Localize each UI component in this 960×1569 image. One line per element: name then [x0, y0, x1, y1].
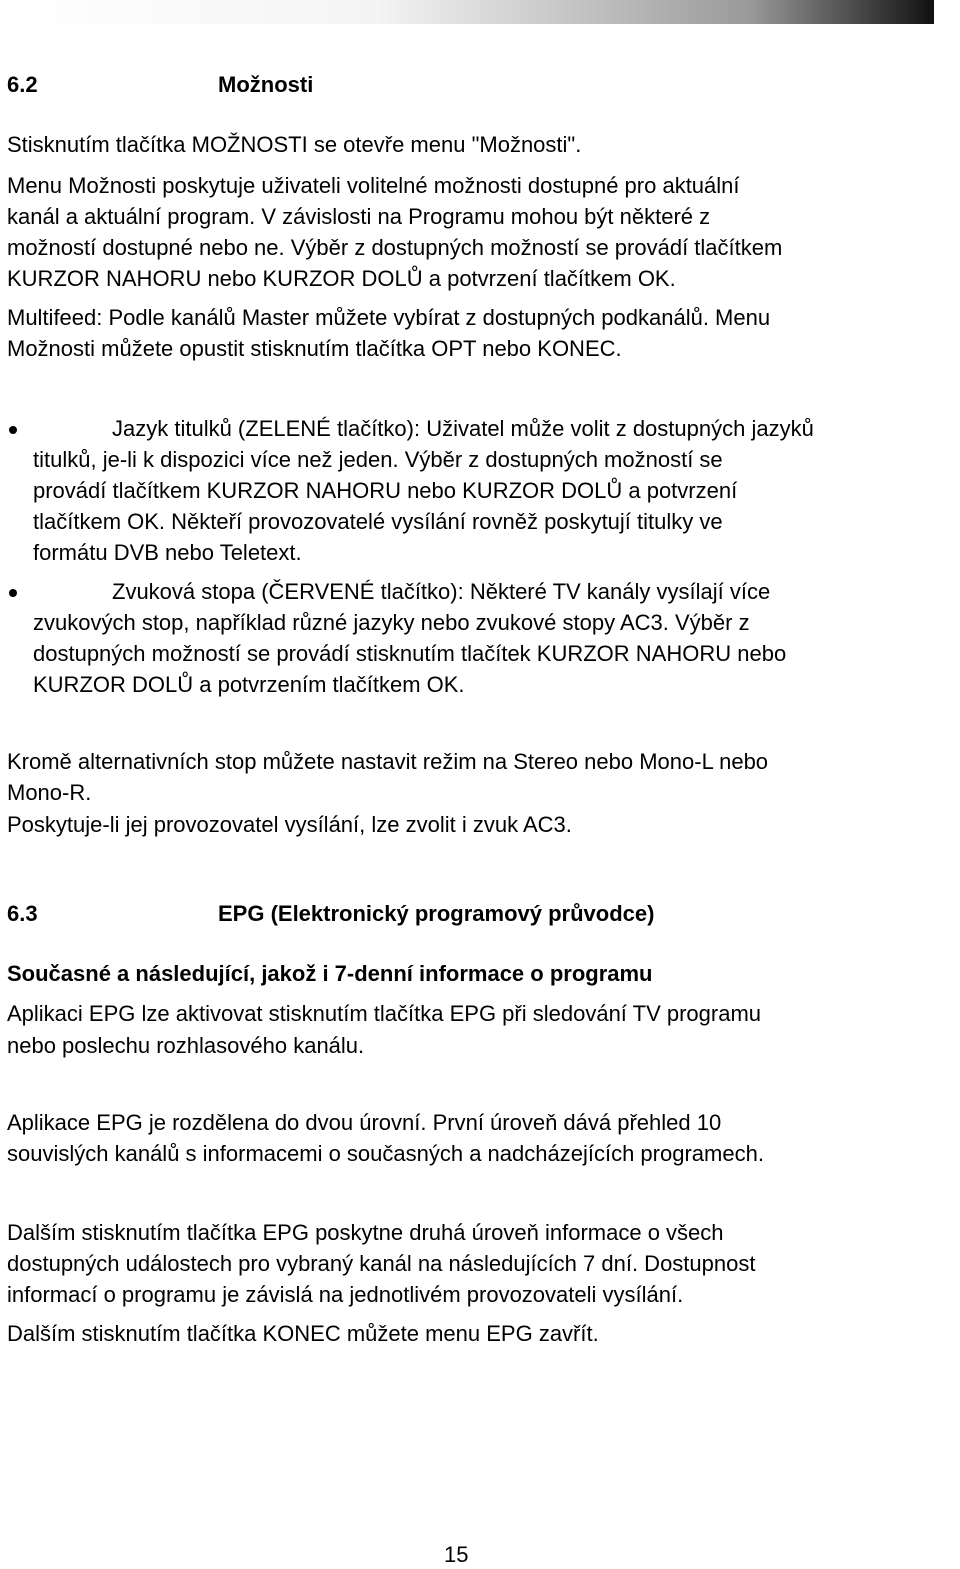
subheading: Současné a následující, jakož i 7-denní informace o programu [7, 961, 653, 986]
paragraph-line: Poskytuje-li jej provozovatel vysílání, lze zvolit i zvuk AC3. [7, 812, 572, 837]
paragraph-line: kanál a aktuální program. V závislosti na Programu mohou být některé z [7, 204, 711, 229]
paragraph-line: Mono-R. [7, 780, 92, 805]
paragraph-line: možností dostupné nebo ne. Výběr z dostupných možností se provádí tlačítkem [7, 235, 783, 260]
bullet-line: formátu DVB nebo Teletext. [33, 540, 302, 565]
section-number: 6.2 [7, 72, 38, 97]
section-title: EPG (Elektronický programový průvodce) [218, 901, 655, 926]
paragraph-line: Dalším stisknutím tlačítka EPG poskytne druhá úroveň informace o všech [7, 1220, 724, 1245]
paragraph-line: Aplikaci EPG lze aktivovat stisknutím tlačítka EPG při sledování TV programu [7, 1001, 762, 1026]
bullet-line: dostupných možností se provádí stisknutím tlačítek KURZOR NAHORU nebo [33, 641, 787, 666]
paragraph-line: informací o programu je závislá na jednotlivém provozovateli vysílání. [7, 1282, 684, 1307]
paragraph-line: Stisknutím tlačítka MOŽNOSTI se otevře menu "Možnosti". [7, 132, 582, 157]
section-title: Možnosti [218, 72, 314, 97]
bullet-line: titulků, je-li k dispozici více než jeden. Výběr z dostupných možností se [33, 447, 723, 472]
bullet-icon [9, 589, 17, 597]
paragraph-line: Menu Možnosti poskytuje uživateli volitelné možnosti dostupné pro aktuální [7, 173, 740, 198]
paragraph-line: Dalším stisknutím tlačítka KONEC můžete menu EPG zavřít. [7, 1321, 599, 1346]
paragraph-line: Aplikace EPG je rozdělena do dvou úrovní. První úroveň dává přehled 10 [7, 1110, 722, 1135]
page-number: 15 [444, 1542, 469, 1567]
paragraph-line: souvislých kanálů s informacemi o současných a nadcházejících programech. [7, 1141, 764, 1166]
paragraph-line: Kromě alternativních stop můžete nastavit režim na Stereo nebo Mono-L nebo [7, 749, 769, 774]
paragraph-line: KURZOR NAHORU nebo KURZOR DOLŮ a potvrzení tlačítkem OK. [7, 266, 676, 291]
bullet-line: provádí tlačítkem KURZOR NAHORU nebo KURZOR DOLŮ a potvrzení [33, 478, 738, 503]
paragraph-line: Možnosti můžete opustit stisknutím tlačítka OPT nebo KONEC. [7, 336, 622, 361]
section-number: 6.3 [7, 901, 38, 926]
bullet-line: Jazyk titulků (ZELENÉ tlačítko): Uživatel může volit z dostupných jazyků [112, 416, 814, 441]
paragraph-line: nebo poslechu rozhlasového kanálu. [7, 1033, 365, 1058]
bullet-line: Zvuková stopa (ČERVENÉ tlačítko): Některé TV kanály vysílají více [112, 579, 771, 604]
paragraph-line: dostupných událostech pro vybraný kanál na následujících 7 dní. Dostupnost [7, 1251, 756, 1276]
bullet-line: tlačítkem OK. Někteří provozovatelé vysílání rovněž poskytují titulky ve [33, 509, 723, 534]
bullet-line: zvukových stop, například různé jazyky nebo zvukové stopy AC3. Výběr z [33, 610, 750, 635]
bullet-line: KURZOR DOLŮ a potvrzením tlačítkem OK. [33, 672, 465, 697]
bullet-icon [9, 426, 17, 434]
paragraph-line: Multifeed: Podle kanálů Master můžete vybírat z dostupných podkanálů. Menu [7, 305, 771, 330]
page-header-bar [6, 0, 934, 24]
